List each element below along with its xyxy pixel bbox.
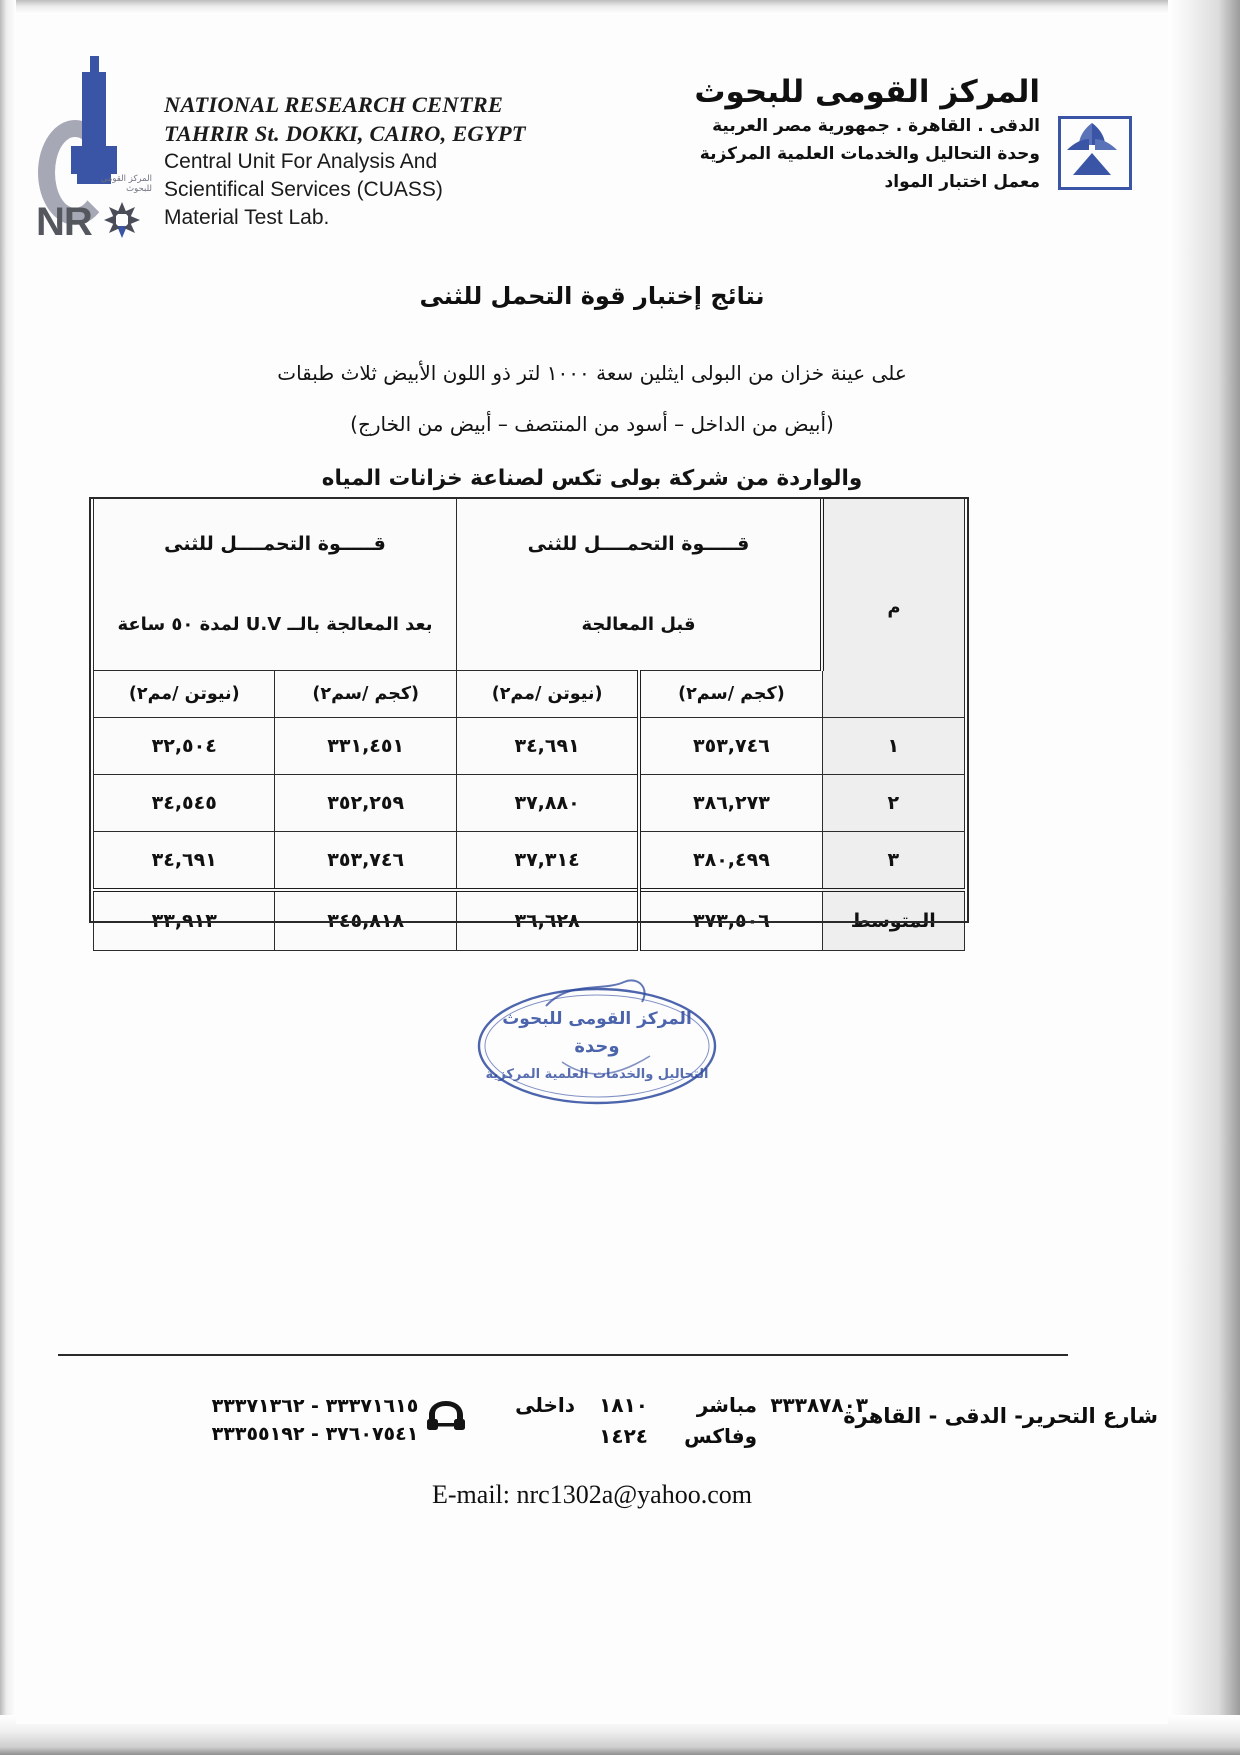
sample-description-line-1: على عينة خزان من البولى ايثلين سعة ١٠٠٠ لتر ذو اللون الأبيض ثلاث طبقات (277, 361, 907, 385)
footer-fax-block (658, 1390, 868, 1452)
footer-direct-number: ٣٣٣٨٧٨٠٣ (770, 1393, 868, 1417)
footer-email: E-mail: nrc1302a@yahoo.com (432, 1480, 752, 1509)
cuass-name-ar: وحدة التحاليل والخدمات العلمية المركزية (699, 144, 1040, 164)
unit-before-newton: (نيوتن /مم٢) (456, 671, 639, 718)
results-table (93, 497, 965, 951)
header-index: م (822, 498, 964, 718)
lab-name-en: Material Test Lab. (164, 206, 330, 229)
sample-description-line-2: (أبيض من الداخل – أسود من المنتصف – أبيض من الخارج) (350, 412, 834, 436)
nrc-arabic-heading (640, 72, 1040, 196)
cell-after-kg: ٣٣١,٤٥١ (275, 718, 456, 775)
logo-tower-icon (82, 72, 106, 146)
scan-edge-right (1168, 0, 1240, 1755)
header-after-condition: بعد المعالجة بالــ U.V لمدة ٥٠ ساعة (117, 613, 433, 635)
header-before-condition: قبل المعالجة (581, 613, 696, 635)
footer-ext-line-1 (458, 1390, 648, 1421)
footer-phone-line-2: ٣٧٦٠٧٥٤١ - ٣٣٣٥٥١٩٢ (211, 1423, 419, 1445)
logo-base-icon (71, 146, 117, 174)
footer-address: شارع التحرير- الدقى - القاهرة (843, 1404, 1158, 1428)
table-header-row (94, 498, 965, 671)
footer-fax-line (658, 1421, 868, 1452)
row-index: ٢ (822, 775, 964, 832)
table-row (94, 775, 965, 832)
header-group-after (94, 498, 457, 671)
cell-before-newton: ٣٧,٣١٤ (456, 832, 639, 891)
footer (16, 1374, 1168, 1534)
header-group-before (456, 498, 822, 671)
footer-phone-numbers (200, 1392, 430, 1448)
official-stamp (474, 966, 720, 1126)
table-row (94, 832, 965, 891)
average-after-kg: ٣٤٥,٨١٨ (275, 890, 456, 951)
cell-after-newton: ٣٤,٦٩١ (94, 832, 275, 891)
nrc-emblem-icon (1058, 116, 1132, 190)
cell-before-kg: ٣٨٦,٢٧٣ (639, 775, 822, 832)
nrc-address-ar: الدقى . القاهرة . جمهورية مصر العربية (712, 116, 1040, 136)
cell-after-kg: ٣٥٢,٢٥٩ (275, 775, 456, 832)
logo-nr-mark: NR (36, 200, 92, 244)
average-before-kg: ٣٧٣,٥٠٦ (639, 890, 822, 951)
nrc-name-ar: المركز القومى للبحوث (694, 74, 1040, 110)
cuass-line1: Central Unit For Analysis And (164, 150, 438, 173)
footer-ext-number-1: ١٨١٠ (599, 1393, 648, 1417)
lab-name-ar: معمل اختبار المواد (884, 172, 1040, 192)
svg-text:وحدة: وحدة (574, 1036, 620, 1057)
unit-after-kg: (كجم /سم٢) (275, 671, 456, 718)
table-row (94, 718, 965, 775)
row-index: ١ (822, 718, 964, 775)
average-before-newton: ٣٦,٦٢٨ (456, 890, 639, 951)
row-index: ٣ (822, 832, 964, 891)
footer-phone-line-1: ٣٣٣٧١٦١٥ - ٣٣٣٧١٣٦٢ (211, 1395, 419, 1417)
cell-before-kg: ٣٥٣,٧٤٦ (639, 718, 822, 775)
cell-after-kg: ٣٥٣,٧٤٦ (275, 832, 456, 891)
cell-before-newton: ٣٧,٨٨٠ (456, 775, 639, 832)
footer-ext-number-2: ١٤٢٤ (599, 1424, 648, 1448)
logo-arabic-caption: المركز القومى للبحوث (100, 174, 152, 194)
header-before-title: قـــــوة التحمــــل للثنى (527, 533, 750, 556)
svg-text:التحاليل والخدمات العلمية المر: التحاليل والخدمات العلمية المركزية (485, 1067, 709, 1082)
cell-before-kg: ٣٨٠,٤٩٩ (639, 832, 822, 891)
logo-burst-icon (100, 198, 144, 242)
nrc-english-heading (164, 90, 594, 232)
document-sheet (16, 14, 1168, 1724)
footer-extension-block (458, 1390, 648, 1452)
average-after-newton: ٣٣,٩١٣ (94, 890, 275, 951)
letterhead (16, 60, 1168, 260)
telephone-icon (424, 1394, 468, 1438)
cell-before-newton: ٣٤,٦٩١ (456, 718, 639, 775)
cell-after-newton: ٣٢,٥٠٤ (94, 718, 275, 775)
footer-direct-label: مباشر (696, 1393, 758, 1417)
footer-contact-row (16, 1386, 1168, 1460)
footer-ext-line-2 (458, 1421, 648, 1452)
supplier-line: والواردة من شركة بولى تكس لصناعة خزانات المياه (321, 466, 863, 491)
footer-fax-label: وفاكس (684, 1424, 758, 1448)
table-average-row (94, 890, 965, 951)
page-title: نتائج إختبار قوة التحمل للثنى (419, 282, 765, 310)
footer-divider (58, 1354, 1068, 1356)
unit-after-newton: (نيوتن /مم٢) (94, 671, 275, 718)
nrc-name-en: NATIONAL RESEARCH CENTRE (164, 92, 504, 117)
nrc-address-en: TAHRIR St. DOKKI, CAIRO, EGYPT (164, 121, 526, 146)
average-label: المتوسط (822, 890, 964, 951)
header-after-title: قـــــوة التحمــــل للثنى (164, 533, 386, 556)
unit-before-kg: (كجم /سم٢) (639, 671, 822, 718)
scan-edge-top (0, 0, 1240, 14)
svg-text:المركز القومى للبحوث: المركز القومى للبحوث (502, 1009, 692, 1029)
cuass-line2: Scientifical Services (CUASS) (164, 178, 443, 201)
footer-ext-label: داخلى (515, 1393, 576, 1417)
results-table-container (93, 497, 965, 951)
nrc-logo (38, 70, 153, 245)
cell-after-newton: ٣٤,٥٤٥ (94, 775, 275, 832)
scan-edge-left (0, 0, 16, 1755)
footer-direct-line (658, 1390, 868, 1421)
